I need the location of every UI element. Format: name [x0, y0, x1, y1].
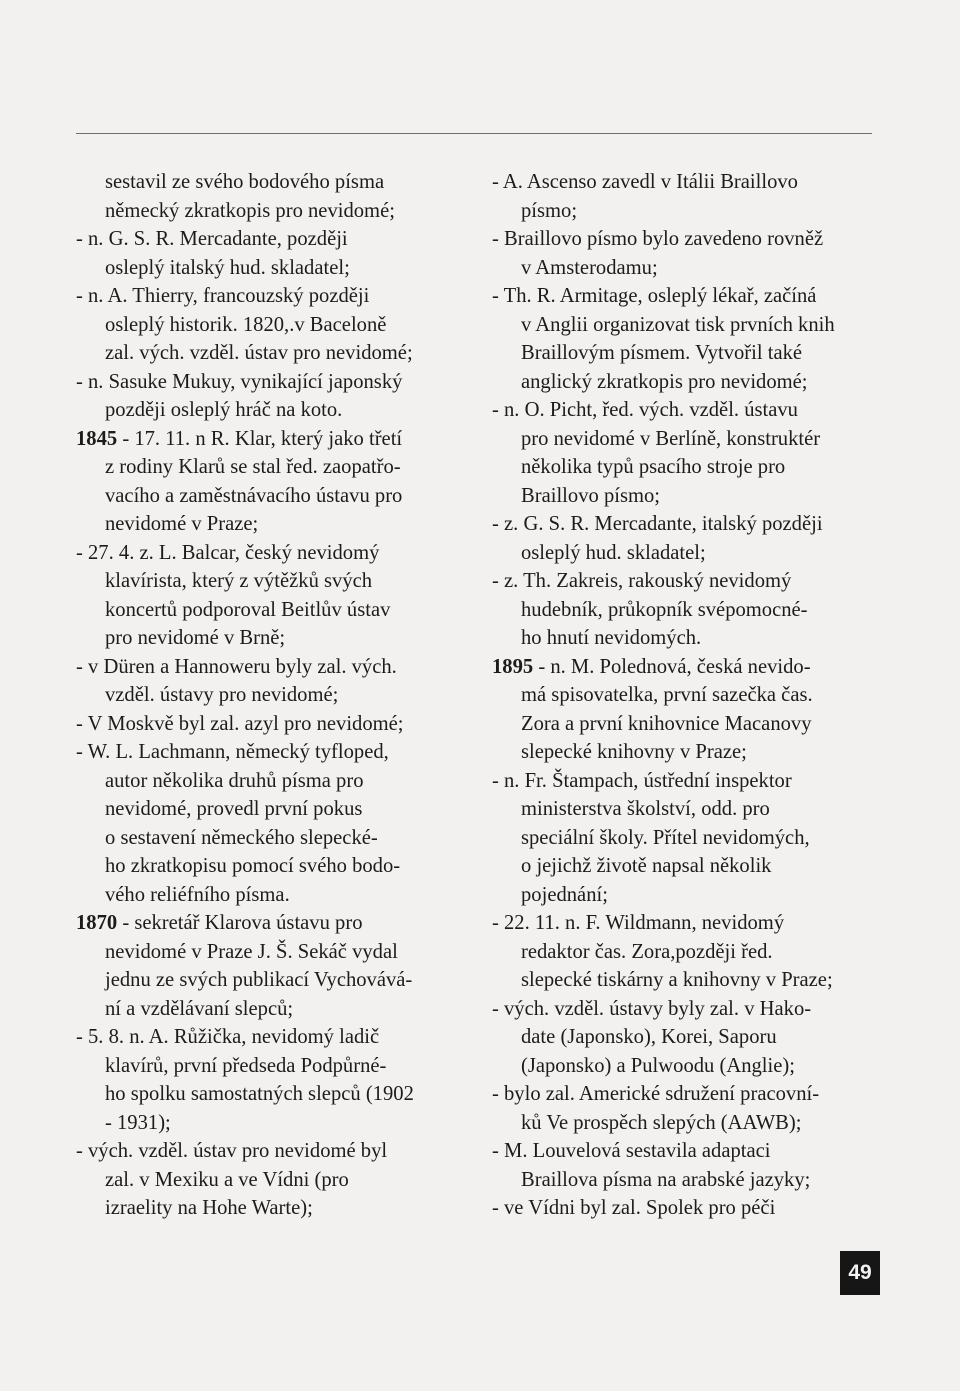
text-line — [76, 368, 476, 397]
text-line — [76, 710, 476, 739]
text-line — [76, 995, 476, 1024]
line-text: - 5. 8. n. A. Růžička, nevidomý ladič — [76, 1026, 380, 1048]
year-heading: 1895 — [492, 655, 534, 678]
text-line — [492, 596, 887, 625]
text-line — [76, 1080, 476, 1109]
line-text: nevidomé, provedl první pokus — [105, 798, 363, 820]
line-text: - n. A. Thierry, francouzský později — [76, 285, 370, 307]
line-text: redaktor čas. Zora,později řed. — [521, 940, 773, 963]
line-text: - n. Sasuke Mukuy, vynikající japonský — [76, 370, 403, 393]
text-line — [492, 681, 887, 710]
line-text: - z. G. S. R. Mercadante, italský později — [492, 513, 823, 535]
text-line — [76, 881, 476, 910]
text-line — [76, 596, 476, 625]
line-text: - vých. vzděl. ústavy byly zal. v Hako- — [492, 997, 812, 1020]
line-text: osleplý historik. 1820,.v Baceloně — [105, 313, 387, 336]
text-line — [76, 681, 476, 710]
line-text: o jejichž životě napsal několik — [521, 855, 772, 877]
text-line — [76, 168, 476, 197]
line-text: ho zkratkopisu pomocí svého bodo- — [105, 855, 401, 877]
text-line — [492, 168, 887, 197]
line-text: ho hnutí nevidomých. — [521, 627, 702, 649]
line-text: o sestavení německého slepecké- — [105, 826, 378, 849]
line-text: německý zkratkopis pro nevidomé; — [105, 199, 395, 222]
text-line — [76, 624, 476, 653]
line-text: - n. M. Polednová, česká nevido- — [533, 655, 811, 678]
text-line — [492, 539, 887, 568]
text-line — [76, 539, 476, 568]
text-line — [492, 881, 887, 910]
text-line — [492, 1109, 887, 1138]
text-line — [492, 510, 887, 539]
text-line — [492, 1194, 887, 1223]
line-text: v Anglii organizovat tisk prvních knih — [521, 313, 835, 336]
line-text: date (Japonsko), Korei, Saporu — [521, 1026, 777, 1048]
text-line — [76, 225, 476, 254]
text-line — [76, 852, 476, 881]
header-rule — [76, 133, 872, 134]
text-line — [76, 282, 476, 311]
line-text: zal. vých. vzděl. ústav pro nevidomé; — [105, 342, 413, 364]
text-line — [76, 824, 476, 853]
text-line — [76, 396, 476, 425]
text-line — [492, 1023, 887, 1052]
text-line — [76, 254, 476, 283]
line-text: sestavil ze svého bodového písma — [105, 171, 385, 193]
text-line — [492, 767, 887, 796]
line-text: jednu ze svých publikací Vychovává- — [105, 969, 413, 991]
line-text: Braillova písma na arabské jazyky; — [521, 1168, 811, 1191]
text-line — [76, 567, 476, 596]
text-line — [492, 710, 887, 739]
text-line — [492, 738, 887, 767]
line-text: nevidomé v Praze J. Š. Sekáč vydal — [105, 940, 398, 963]
line-text: - n. G. S. R. Mercadante, později — [76, 228, 348, 250]
text-line — [76, 510, 476, 539]
text-line — [76, 653, 476, 682]
text-line — [76, 482, 476, 511]
line-text: nevidomé v Praze; — [105, 513, 259, 535]
line-text: - W. L. Lachmann, německý tyfloped, — [76, 741, 389, 763]
text-line — [492, 368, 887, 397]
line-text: pojednání; — [521, 883, 608, 906]
line-text: hudebník, průkopník svépomocné- — [521, 598, 808, 621]
text-line — [76, 453, 476, 482]
line-text: slepecké knihovny v Praze; — [521, 741, 747, 763]
line-text: (Japonsko) a Pulwoodu (Anglie); — [521, 1054, 795, 1077]
text-line — [76, 1109, 476, 1138]
text-line — [492, 1137, 887, 1166]
text-line — [492, 653, 887, 682]
text-line — [76, 1166, 476, 1195]
line-text: pro nevidomé v Berlíně, konstruktér — [521, 427, 821, 450]
line-text: - z. Th. Zakreis, rakouský nevidomý — [492, 570, 792, 592]
line-text: osleplý hud. skladatel; — [521, 541, 706, 564]
text-line — [492, 1052, 887, 1081]
line-text: - Th. R. Armitage, osleplý lékař, začíná — [492, 285, 817, 307]
line-text: několika typů psacího stroje pro — [521, 456, 786, 478]
line-text: - v Düren a Hannoweru byly zal. vých. — [76, 655, 397, 678]
text-line — [76, 425, 476, 454]
text-line — [492, 339, 887, 368]
text-line — [492, 225, 887, 254]
line-text: - n. O. Picht, řed. vých. vzděl. ústavu — [492, 399, 798, 421]
line-text: ní a vzdělávaní slepců; — [105, 997, 294, 1020]
line-text: Zora a první knihovnice Macanovy — [521, 712, 812, 735]
line-text: osleplý italský hud. skladatel; — [105, 256, 350, 279]
line-text: ministerstva školství, odd. pro — [521, 798, 770, 820]
text-line — [492, 909, 887, 938]
text-line — [76, 767, 476, 796]
line-text: - V Moskvě byl zal. azyl pro nevidomé; — [76, 712, 404, 735]
line-text: - M. Louvelová sestavila adaptaci — [492, 1140, 771, 1162]
line-text: později osleplý hráč na koto. — [105, 399, 343, 421]
line-text: klavírista, který z výtěžků svých — [105, 570, 373, 592]
line-text: - 22. 11. n. F. Wildmann, nevidomý — [492, 912, 785, 934]
line-text: autor několika druhů písma pro — [105, 769, 364, 792]
text-line — [492, 938, 887, 967]
line-text: - vých. vzděl. ústav pro nevidomé byl — [76, 1140, 388, 1162]
line-text: vého reliéfního písma. — [105, 883, 290, 906]
text-line — [492, 824, 887, 853]
line-text: - bylo zal. Americké sdružení pracovní- — [492, 1083, 820, 1105]
line-text: Braillovým písmem. Vytvořil také — [521, 342, 803, 364]
line-text: - n. Fr. Štampach, ústřední inspektor — [492, 769, 792, 792]
text-line — [76, 909, 476, 938]
text-line — [492, 995, 887, 1024]
line-text: klavírů, první předseda Podpůrné- — [105, 1054, 387, 1077]
line-text: koncertů podporoval Beitlův ústav — [105, 598, 391, 621]
text-line — [492, 852, 887, 881]
text-line — [76, 1194, 476, 1223]
line-text: - 27. 4. z. L. Balcar, český nevidomý — [76, 541, 380, 564]
line-text: slepecké tiskárny a knihovny v Praze; — [521, 969, 833, 991]
text-line — [76, 966, 476, 995]
line-text: vacího a zaměstnávacího ústavu pro — [105, 484, 403, 507]
line-text: - Braillovo písmo bylo zavedeno rovněž — [492, 228, 824, 250]
line-text: speciální školy. Přítel nevidomých, — [521, 826, 810, 849]
text-line — [76, 1137, 476, 1166]
line-text: vzděl. ústavy pro nevidomé; — [105, 684, 339, 706]
line-text: - ve Vídni byl zal. Spolek pro péči — [492, 1197, 776, 1219]
text-line — [492, 482, 887, 511]
line-text: - 17. 11. n R. Klar, který jako třetí — [117, 427, 403, 450]
text-line — [492, 1166, 887, 1195]
line-text: písmo; — [521, 199, 578, 222]
text-line — [76, 197, 476, 226]
text-line — [492, 795, 887, 824]
text-line — [492, 254, 887, 283]
line-text: izraelity na Hohe Warte); — [105, 1197, 313, 1219]
text-line — [76, 795, 476, 824]
page-number: 49 — [840, 1251, 880, 1295]
line-text: - A. Ascenso zavedl v Itálii Braillovo — [492, 171, 798, 193]
line-text: ho spolku samostatných slepců (1902 — [105, 1083, 414, 1105]
line-text: má spisovatelka, první sazečka čas. — [521, 684, 813, 706]
year-heading: 1845 — [76, 427, 118, 450]
text-line — [492, 311, 887, 340]
text-line — [492, 396, 887, 425]
text-line — [492, 425, 887, 454]
text-line — [76, 1023, 476, 1052]
text-line — [76, 311, 476, 340]
line-text: - 1931); — [105, 1111, 171, 1134]
text-line — [76, 738, 476, 767]
text-line — [492, 567, 887, 596]
text-line — [492, 453, 887, 482]
line-text: - sekretář Klarova ústavu pro — [117, 912, 363, 934]
line-text: zal. v Mexiku a ve Vídni (pro — [105, 1168, 349, 1191]
line-text: pro nevidomé v Brně; — [105, 627, 286, 649]
text-line — [492, 1080, 887, 1109]
text-line — [492, 966, 887, 995]
text-line — [76, 339, 476, 368]
left-text-column — [76, 168, 476, 1223]
line-text: v Amsterodamu; — [521, 256, 658, 279]
text-line — [76, 1052, 476, 1081]
year-heading: 1870 — [76, 912, 118, 934]
line-text: z rodiny Klarů se stal řed. zaopatřo- — [105, 456, 401, 478]
text-line — [76, 938, 476, 967]
line-text: Braillovo písmo; — [521, 484, 661, 507]
text-line — [492, 624, 887, 653]
text-line — [492, 197, 887, 226]
text-line — [492, 282, 887, 311]
line-text: ků Ve prospěch slepých (AAWB); — [521, 1111, 802, 1134]
right-text-column — [492, 168, 887, 1223]
line-text: anglický zkratkopis pro nevidomé; — [521, 370, 808, 393]
